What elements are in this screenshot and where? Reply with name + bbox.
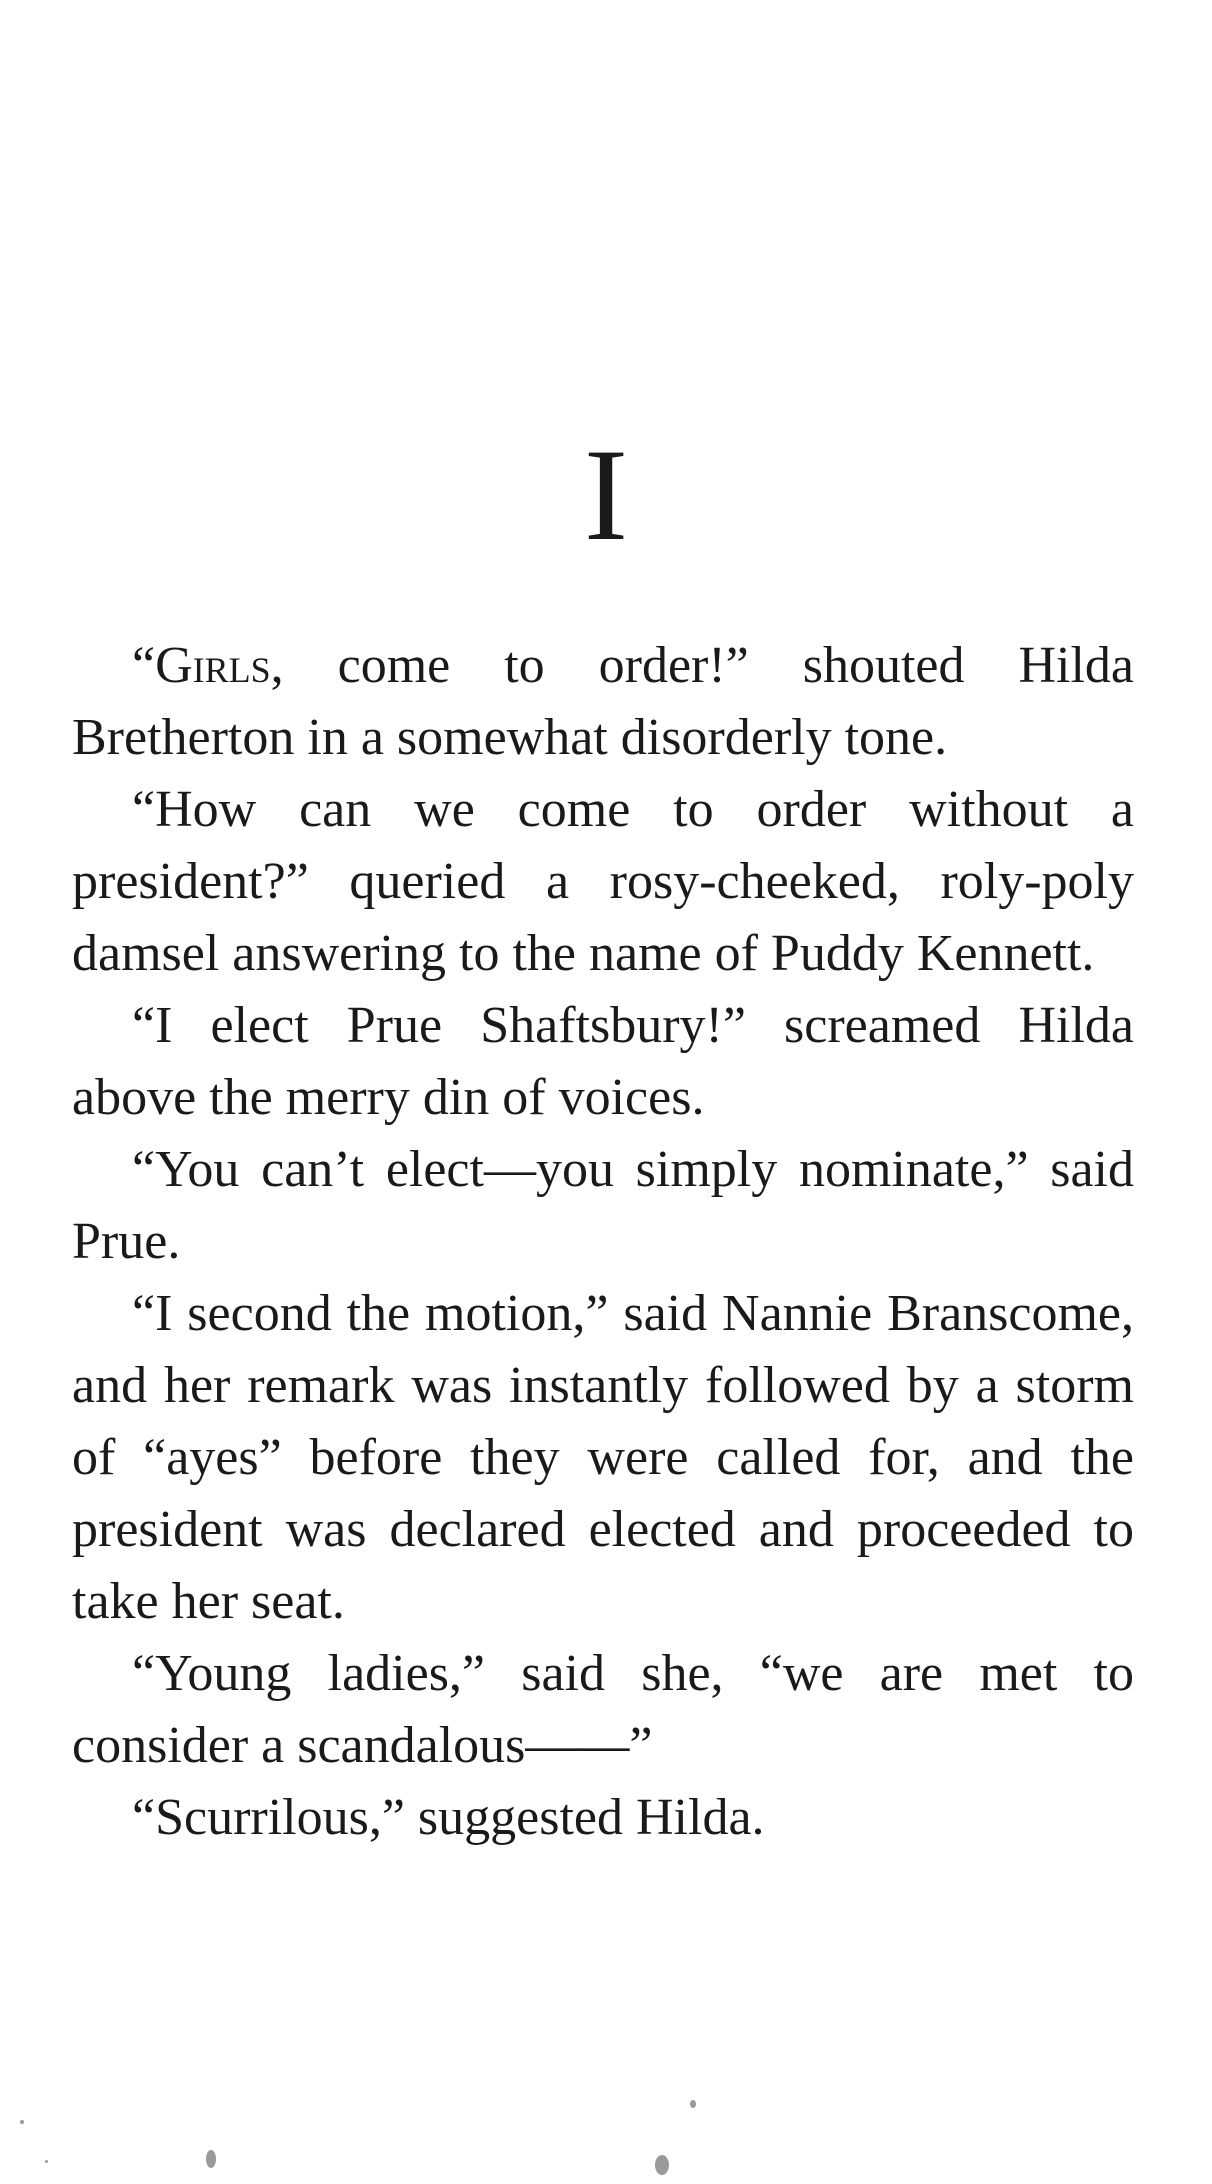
paragraph-6: “Young ladies,” said she, “we are met to consider a scandalous——” [72, 1645, 1134, 1774]
paragraph-4: “You can’t elect—you simply nominate,” said Prue. [72, 1141, 1134, 1270]
scan-speck [655, 2155, 669, 2175]
paragraph-2: “How can we come to order without a president?” queried a rosy-cheeked, roly-poly damsel answering to the name of Puddy Kennett. [72, 781, 1134, 982]
paragraph-3: “I elect Prue Shaftsbury!” screamed Hilda above the merry din of voices. [72, 997, 1134, 1126]
paragraph-1 [72, 630, 1134, 774]
scan-speck [20, 2120, 24, 2124]
scan-speck [206, 2150, 216, 2168]
paragraph-1-lead: “Girls, [132, 637, 284, 694]
scan-speck [690, 2100, 696, 2108]
chapter-text [72, 630, 1134, 1854]
scan-speck [45, 2160, 48, 2163]
paragraph-1-text: come to order!” shouted Hilda Bretherton in a somewhat disorderly tone. [72, 637, 1134, 766]
paragraph-7: “Scurrilous,” suggested Hilda. [132, 1789, 765, 1846]
paragraph-5: “I second the motion,” said Nannie Branscome, and her remark was instantly followed by a storm of “ayes” before they were called for, and the president was declared elected and proceeded to take her seat. [72, 1285, 1134, 1630]
chapter-number: I [584, 421, 628, 568]
